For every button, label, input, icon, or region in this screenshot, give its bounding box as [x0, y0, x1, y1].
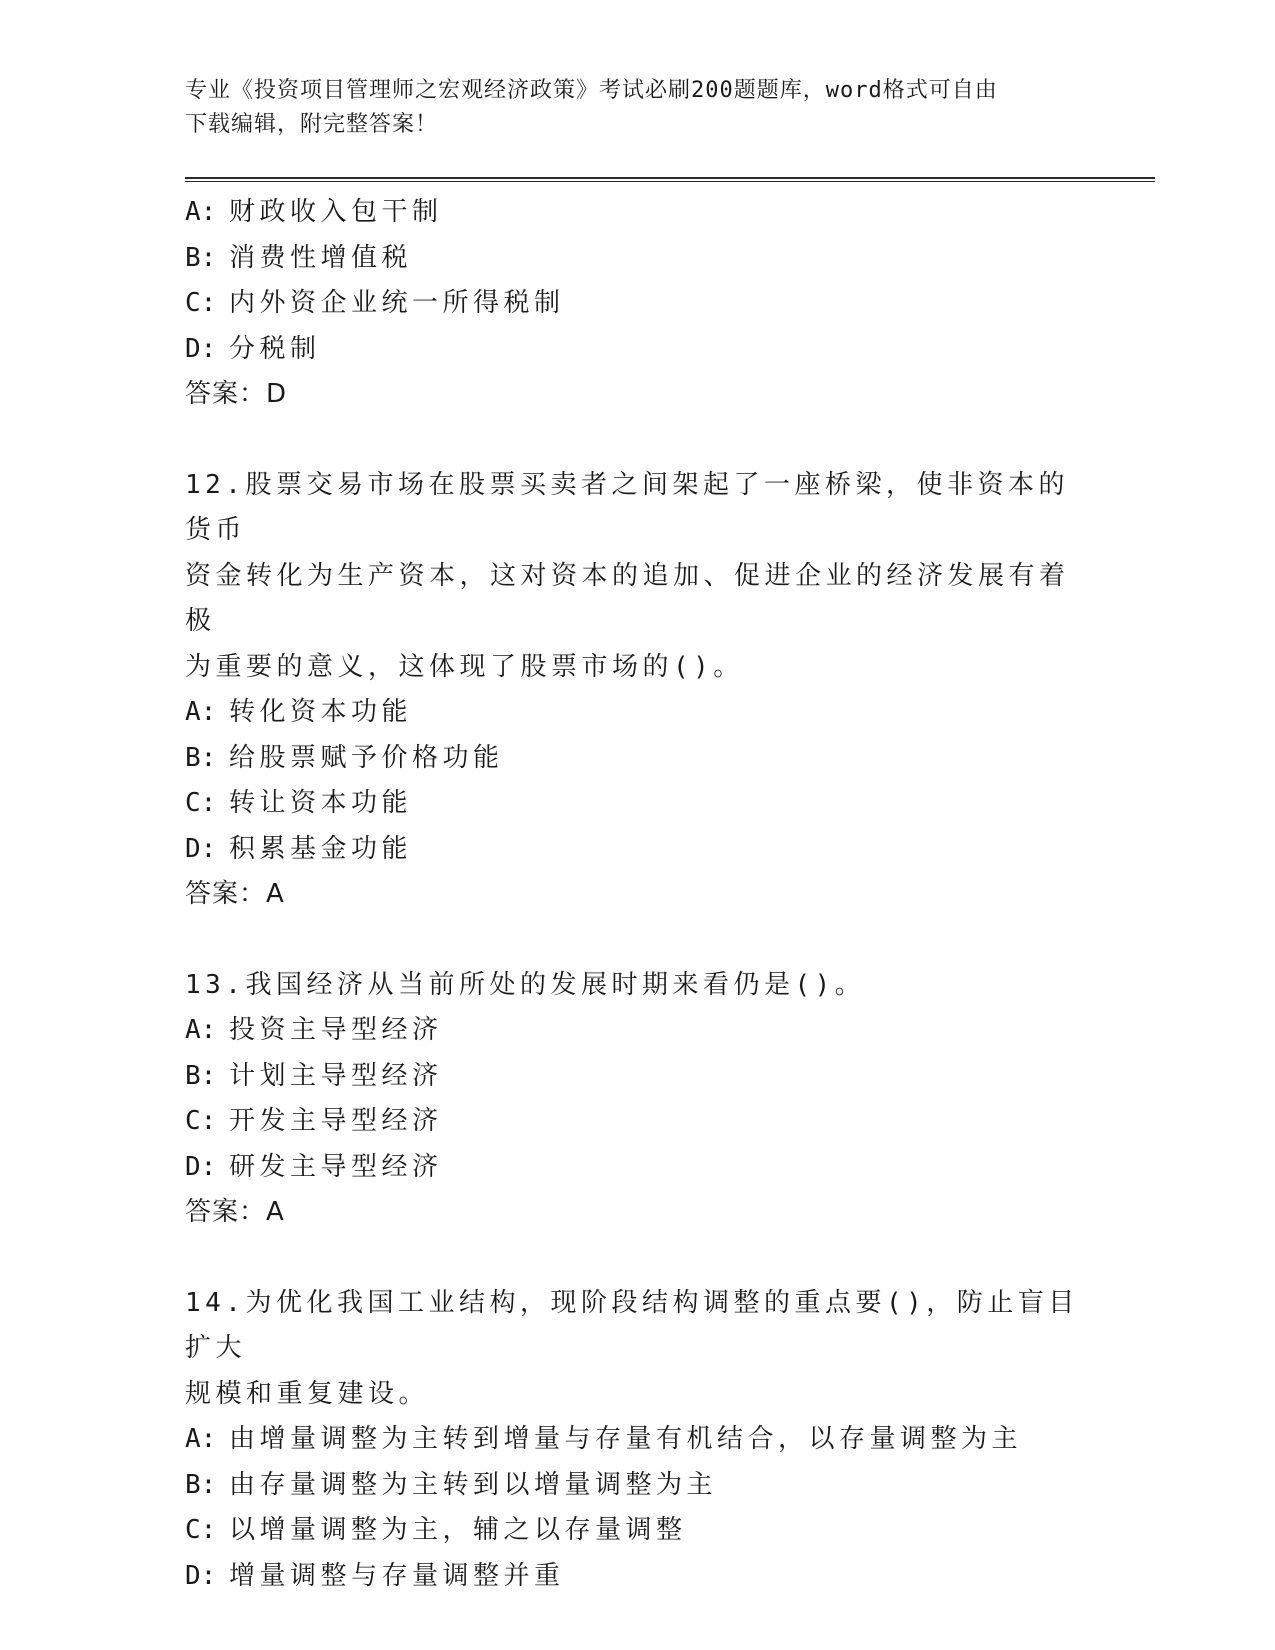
- header-divider: [185, 177, 1155, 182]
- question-14: [185, 1281, 1085, 1600]
- option-d: D: 增量调整与存量调整并重: [185, 1560, 565, 1591]
- option-a: A: 财政收入包干制: [185, 197, 443, 227]
- answer-line: 答案：D: [185, 379, 288, 409]
- option-c: C: 转让资本功能: [185, 788, 413, 818]
- option-b: B: 消费性增值税: [185, 242, 413, 273]
- spacer: [185, 918, 1085, 963]
- option-text: 增量调整与存量调整并重: [229, 1560, 565, 1591]
- answer-line: 答案：A: [185, 1197, 285, 1227]
- option-c: C: 开发主导型经济: [185, 1106, 443, 1136]
- option-text: 分税制: [229, 333, 321, 364]
- question-stem: [185, 963, 1085, 1009]
- question-stem: [185, 463, 1085, 691]
- question-13: [185, 963, 1085, 1236]
- answer-line: 答案：A: [185, 879, 285, 909]
- spacer: [185, 418, 1085, 463]
- option-text: 给股票赋予价格功能: [229, 742, 504, 773]
- stem-line: 13.我国经济从当前所处的发展时期来看仍是()。: [185, 969, 866, 1000]
- question-11: [185, 190, 1085, 418]
- stem-line: 资金转化为生产资本，这对资本的追加、促进企业的经济发展有着极: [185, 560, 1070, 636]
- document-header: [185, 74, 1065, 142]
- question-list: [185, 190, 1085, 1599]
- question-12: [185, 463, 1085, 918]
- option-d: D: 研发主导型经济: [185, 1151, 443, 1182]
- stem-line: 14.为优化我国工业结构，现阶段结构调整的重点要()，防止盲目扩大: [185, 1287, 1079, 1363]
- option-text: 以增量调整为主，辅之以存量调整: [229, 1515, 687, 1545]
- option-c: C: 内外资企业统一所得税制: [185, 288, 565, 318]
- option-a: A: 投资主导型经济: [185, 1015, 443, 1045]
- option-text: 投资主导型经济: [229, 1015, 443, 1045]
- option-text: 转化资本功能: [229, 697, 413, 727]
- spacer: [185, 1236, 1085, 1281]
- option-text: 开发主导型经济: [229, 1106, 443, 1136]
- option-c: C: 以增量调整为主，辅之以存量调整: [185, 1515, 687, 1545]
- option-text: 内外资企业统一所得税制: [229, 288, 565, 318]
- stem-line: 12.股票交易市场在股票买卖者之间架起了一座桥梁，使非资本的货币: [185, 469, 1069, 545]
- option-text: 计划主导型经济: [229, 1060, 443, 1091]
- option-a: A: 由增量调整为主转到增量与存量有机结合，以存量调整为主: [185, 1424, 1023, 1454]
- question-stem: [185, 1281, 1085, 1418]
- option-b: B: 计划主导型经济: [185, 1060, 443, 1091]
- option-b: B: 给股票赋予价格功能: [185, 742, 504, 773]
- option-text: 转让资本功能: [229, 788, 413, 818]
- option-text: 财政收入包干制: [229, 197, 443, 227]
- option-a: A: 转化资本功能: [185, 697, 413, 727]
- option-text: 由增量调整为主转到增量与存量有机结合，以存量调整为主: [229, 1424, 1023, 1454]
- header-line-1: 专业《投资项目管理师之宏观经济政策》考试必刷200题题库，word格式可自由: [185, 78, 998, 103]
- option-text: 积累基金功能: [229, 833, 413, 864]
- option-text: 消费性增值税: [229, 242, 413, 273]
- option-text: 由存量调整为主转到以增量调整为主: [229, 1469, 718, 1500]
- header-line-2: 下载编辑，附完整答案！: [185, 112, 439, 137]
- option-text: 研发主导型经济: [229, 1151, 443, 1182]
- stem-line: 规模和重复建设。: [185, 1378, 430, 1409]
- option-d: D: 分税制: [185, 333, 321, 364]
- option-b: B: 由存量调整为主转到以增量调整为主: [185, 1469, 718, 1500]
- stem-line: 为重要的意义，这体现了股票市场的()。: [185, 651, 744, 682]
- option-d: D: 积累基金功能: [185, 833, 413, 864]
